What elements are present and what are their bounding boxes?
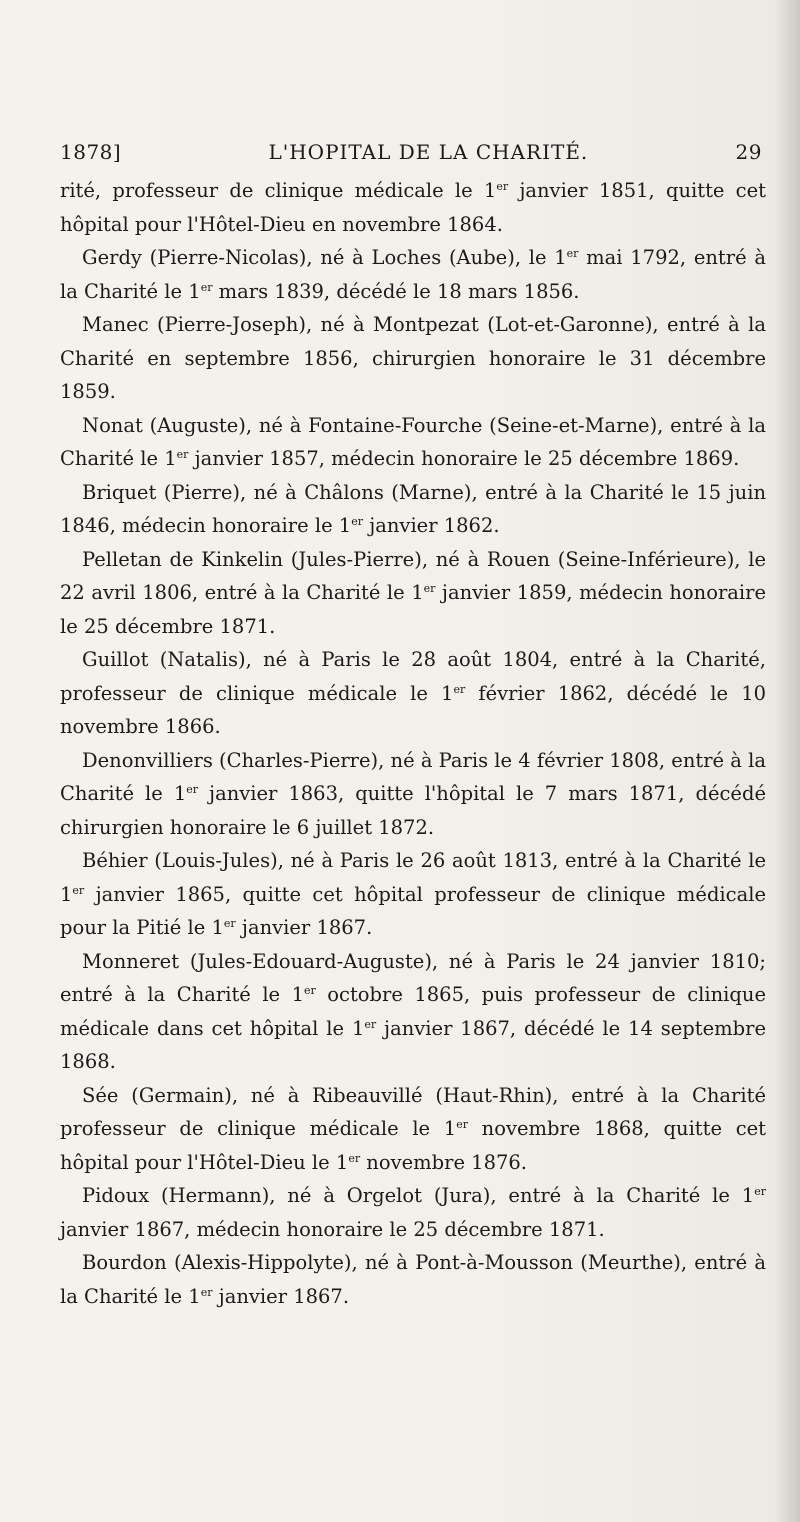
entry-text: janvier 1851, quitte cet hôpital pour l'Hôtel-Dieu en novembre 1864. (60, 179, 766, 236)
entry-text: janvier 1867, médecin honoraire le 25 décembre 1871. (60, 1217, 605, 1241)
ordinal-superscript: er (423, 582, 436, 595)
entry-text: janvier 1865, quitte cet hôpital professeur de clinique médicale pour la Pitié le 1 (60, 882, 766, 939)
ordinal-superscript: er (453, 682, 466, 696)
ordinal-superscript: er (566, 247, 579, 260)
entry-text: Pelletan de Kinkelin (Jules-Pierre), né à Rouen (Seine-Inférieure), le 22 avril 1806, entré à la Charité le 1 (60, 547, 766, 604)
entry-text: mai 1792, entré à la Charité le 1 (60, 246, 766, 303)
entry-text: Pidoux (Hermann), né à Orgelot (Jura), entré à la Charité le 1 (82, 1184, 755, 1207)
entry-text: janvier 1867, décédé le 14 septembre 1868. (60, 1016, 767, 1073)
entry-paragraph (60, 409, 766, 476)
entry-text: janvier 1867. (235, 916, 373, 939)
entry-text: novembre 1868, quitte cet hôpital pour l'Hôtel-Dieu le 1 (60, 1117, 766, 1174)
ordinal-superscript: er (176, 448, 189, 461)
ordinal-superscript: er (72, 883, 85, 897)
entry-text: novembre 1876. (360, 1150, 528, 1174)
entry-text: Béhier (Louis-Jules), né à Paris le 26 août 1813, entré à la Charité le 1 (60, 849, 766, 906)
entry-text: janvier 1857, médecin honoraire le 25 décembre 1869. (188, 447, 740, 470)
biographical-entries (60, 174, 766, 1313)
entry-paragraph (60, 241, 766, 308)
entry-paragraph (60, 543, 766, 644)
entry-paragraph (60, 1246, 766, 1313)
ordinal-superscript: er (200, 280, 213, 294)
entry-text: février 1862, décédé le 10 novembre 1866. (60, 681, 767, 738)
page-edge-shadow (774, 0, 800, 1522)
entry-text: Nonat (Auguste), né à Fontaine-Fourche (Seine-et-Marne), entré à la Charité le 1 (60, 413, 766, 470)
entry-paragraph (60, 1179, 766, 1246)
entry-paragraph (60, 174, 766, 241)
header-title: L'HOPITAL DE LA CHARITÉ. (268, 140, 589, 164)
page-number: 29 (735, 140, 762, 164)
entry-paragraph (60, 844, 766, 945)
entry-paragraph (60, 945, 766, 1079)
entry-paragraph (60, 308, 766, 409)
entry-text: Denonvilliers (Charles-Pierre), né à Paris le 4 février 1808, entré à la Charité le 1 (60, 748, 766, 805)
ordinal-superscript: er (496, 180, 509, 193)
ordinal-superscript: er (364, 1017, 377, 1031)
entry-paragraph (60, 643, 766, 744)
ordinal-superscript: er (200, 1285, 213, 1299)
entry-text: Manec (Pierre-Joseph), né à Montpezat (Lot-et-Garonne), entré à la Charité en septembre 1856, chirurgien honoraire le 31 décembre 1859. (60, 313, 766, 403)
header-year: 1878] (60, 140, 122, 164)
entry-text: Guillot (Natalis), né à Paris le 28 août 1804, entré à la Charité, professeur de clinique médicale le 1 (60, 648, 766, 705)
entry-text: mars 1839, décédé le 18 mars 1856. (212, 279, 580, 303)
entry-text: janvier 1862. (363, 514, 500, 537)
entry-text: janvier 1867. (212, 1284, 350, 1308)
ordinal-superscript: er (456, 1118, 468, 1131)
entry-text: rité, professeur de clinique médicale le 1 (60, 179, 497, 202)
entry-paragraph (60, 1079, 766, 1180)
entry-text: Sée (Germain), né à Ribeauvillé (Haut-Rhin), entré à la Charité professeur de clinique médicale le 1 (60, 1083, 766, 1140)
entry-text: janvier 1863, quitte l'hôpital le 7 mars 1871, décédé chirurgien honoraire le 6 juillet 1872. (60, 782, 766, 839)
entry-text: Gerdy (Pierre-Nicolas), né à Loches (Aube), le 1 (82, 246, 567, 269)
entry-text: octobre 1865, puis professeur de clinique médicale dans cet hôpital le 1 (60, 983, 766, 1040)
entry-text: Monneret (Jules-Edouard-Auguste), né à Paris le 24 janvier 1810; entré à la Charité le 1 (60, 949, 766, 1006)
ordinal-superscript: er (186, 783, 199, 796)
text-block (60, 140, 766, 1313)
entry-text: Briquet (Pierre), né à Châlons (Marne), entré à la Charité le 15 juin 1846, médecin honoraire le 1 (60, 480, 766, 537)
ordinal-superscript: er (351, 515, 363, 528)
ordinal-superscript: er (348, 1151, 361, 1165)
entry-text: Bourdon (Alexis-Hippolyte), né à Pont-à-Mousson (Meurthe), entré à la Charité le 1 (60, 1251, 766, 1308)
running-head (60, 140, 766, 164)
entry-paragraph (60, 744, 766, 845)
ordinal-superscript: er (223, 917, 236, 930)
ordinal-superscript: er (304, 984, 316, 997)
entry-paragraph (60, 476, 766, 543)
entry-text: janvier 1859, médecin honoraire le 25 décembre 1871. (60, 581, 766, 638)
ordinal-superscript: er (754, 1185, 766, 1198)
